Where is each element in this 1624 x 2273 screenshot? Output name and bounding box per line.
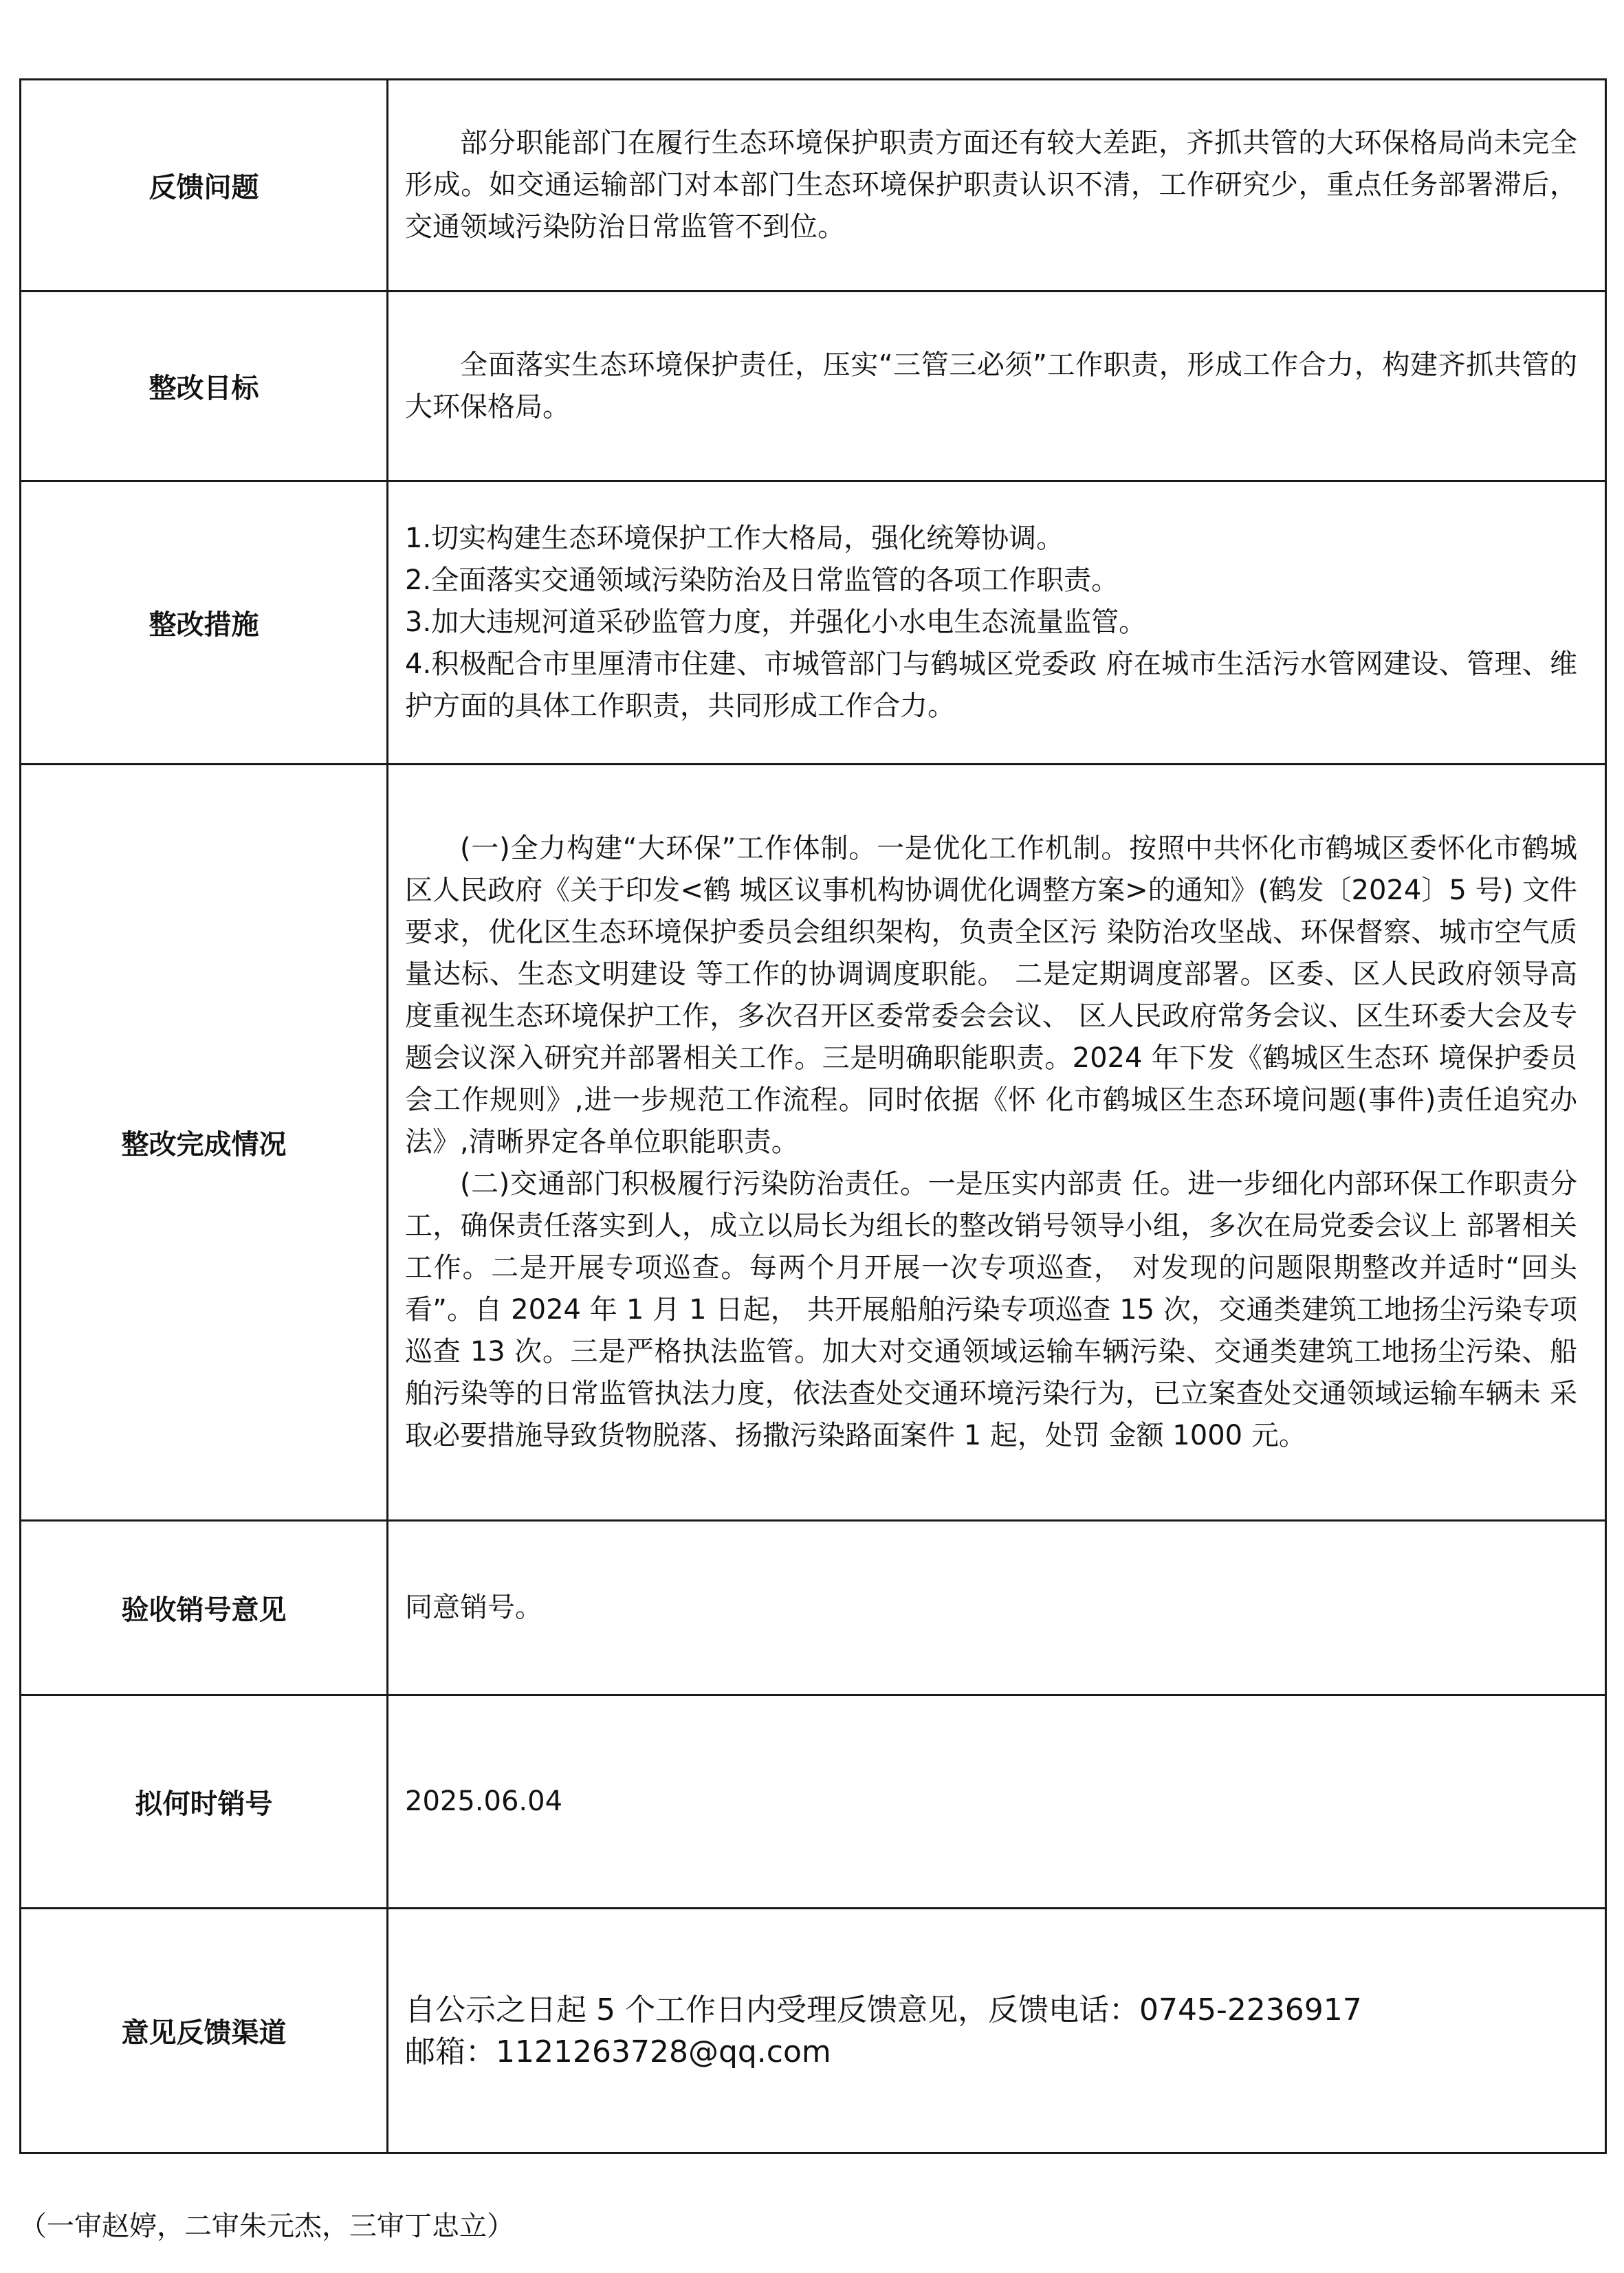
rectification-goal-cell (388, 292, 1606, 481)
row-rectification-goal (21, 292, 1606, 481)
row-planned-closing-date (21, 1695, 1606, 1909)
planned-closing-date-label: 拟何时销号 (21, 1695, 388, 1909)
rectification-goal-text: 全面落实生态环境保护责任，压实“三管三必须”工作职责，形成工作合力，构建齐抓共管的大环保格局。 (405, 349, 1577, 423)
completion-status-cell (388, 765, 1606, 1521)
rectification-measures-cell (388, 481, 1606, 765)
feedback-channel-cell (388, 1909, 1606, 2153)
feedback-issue-cell (388, 80, 1606, 292)
acceptance-opinion-text: 同意销号。 (405, 1592, 542, 1623)
acceptance-opinion-cell (388, 1521, 1606, 1695)
row-feedback-issue (21, 80, 1606, 292)
acceptance-opinion-label: 验收销号意见 (21, 1521, 388, 1695)
completion-paragraph-2: (二)交通部门积极履行污染防治责任。一是压实内部责 任。进一步细化内部环保工作职责分工，确保责任落实到人，成立以局长为组长的整改销号领导小组，多次在局党委会议上 部署相关工作。二是开展专项巡查。每两个月开展一次专项巡查， 对发现的问题限期整改并适时“回头看”。自 2024 年 1 月 1 日起， 共开展船舶污染专项巡查 15 次，交通类建筑工地扬尘污染专项 巡查 13 次。三是严格执法监管。加大对交通领域运输车辆污染、交通类建筑工地扬尘污染、船舶污染等的日常监管执法力度，依法查处交通环境污染行为，已立案查处交通领域运输车辆未 采取必要措施导致货物脱落、扬撒污染路面案件 1 起，处罚 金额 1000 元。 (405, 1168, 1577, 1451)
completion-paragraph-1: (一)全力构建“大环保”工作体制。一是优化工作机制。按照中共怀化市鹤城区委怀化市鹤城区人民政府《关于印发<鹤 城区议事机构协调优化调整方案>的通知》(鹤发〔2024〕5 号) 文件要求，优化区生态环境保护委员会组织架构，负责全区污 染防治攻坚战、环保督察、城市空气质量达标、生态文明建设 等工作的协调调度职能。 二是定期调度部署。区委、区人民政府领导高度重视生态环境保护工作，多次召开区委常委会会议、 区人民政府常务会议、区生环委大会及专题会议深入研究并部署相关工作。三是明确职能职责。2024 年下发《鹤城区生态环 境保护委员会工作规则》,进一步规范工作流程。同时依据《怀 化市鹤城区生态环境问题(事件)责任追究办法》,清晰界定各单位职能职责。 (405, 833, 1577, 1158)
rectification-table (19, 78, 1607, 2154)
row-acceptance-opinion (21, 1521, 1606, 1695)
rectification-measures-label: 整改措施 (21, 481, 388, 765)
feedback-email-line: 邮箱：1121263728@qq.com (405, 2034, 831, 2069)
feedback-channel-label: 意见反馈渠道 (21, 1909, 388, 2153)
measure-item: 1.切实构建生态环境保护工作大格局，强化统筹协调。 (405, 523, 1064, 554)
feedback-issue-text: 部分职能部门在履行生态环境保护职责方面还有较大差距，齐抓共管的大环保格局尚未完全形成。如交通运输部门对本部门生态环境保护职责认识不清，工作研究少，重点任务部署滞后，交通领域污染防治日常监管不到位。 (405, 127, 1577, 243)
row-completion-status (21, 765, 1606, 1521)
row-rectification-measures (21, 481, 1606, 765)
feedback-phone-line: 自公示之日起 5 个工作日内受理反馈意见，反馈电话：0745-2236917 (405, 1992, 1362, 2028)
feedback-issue-label: 反馈问题 (21, 80, 388, 292)
reviewer-signoff: （一审赵婷，二审朱元杰，三审丁忠立） (19, 2210, 514, 2242)
completion-status-label: 整改完成情况 (21, 765, 388, 1521)
rectification-goal-label: 整改目标 (21, 292, 388, 481)
row-feedback-channel (21, 1909, 1606, 2153)
planned-closing-date-text: 2025.06.04 (405, 1786, 563, 1817)
measure-item: 3.加大违规河道采砂监管力度，并强化小水电生态流量监管。 (405, 606, 1147, 638)
planned-closing-date-cell (388, 1695, 1606, 1909)
measure-item: 2.全面落实交通领域污染防治及日常监管的各项工作职责。 (405, 564, 1119, 596)
measure-item: 4.积极配合市里厘清市住建、市城管部门与鹤城区党委政 府在城市生活污水管网建设、管理、维护方面的具体工作职责，共同形成工作合力。 (405, 648, 1577, 722)
